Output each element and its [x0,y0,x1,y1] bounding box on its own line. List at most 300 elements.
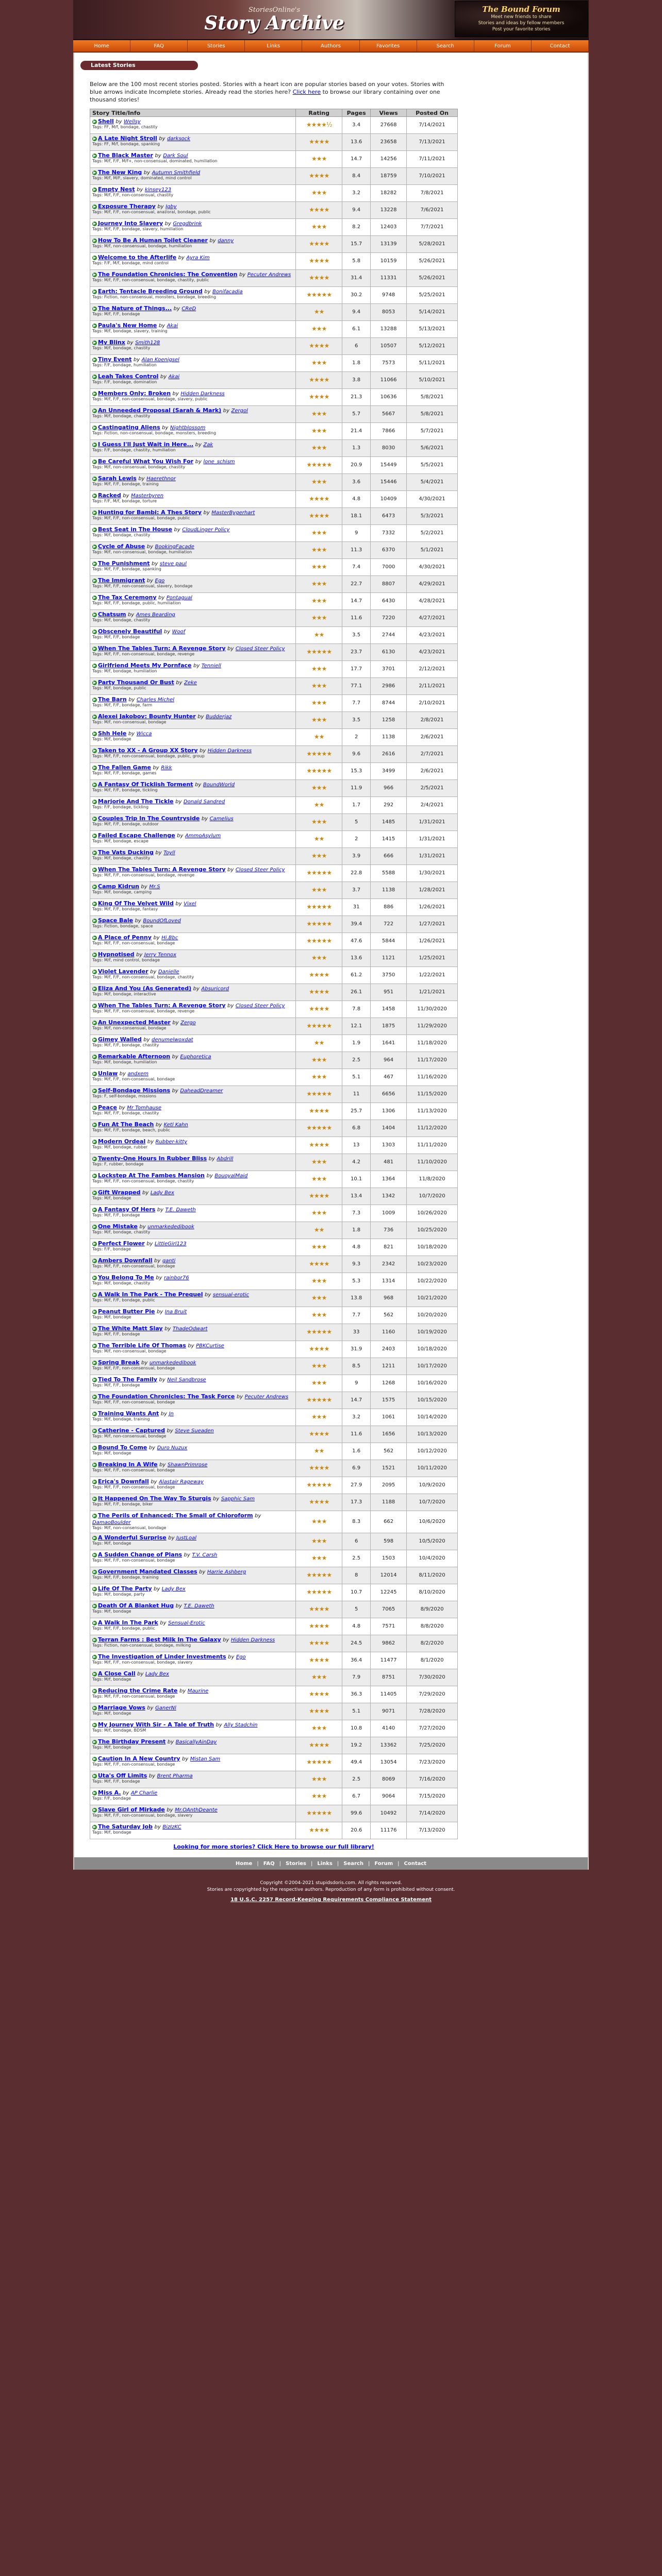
story-title-link[interactable]: Marriage Vows [98,1704,145,1711]
story-views: 2744 [371,627,407,644]
story-title-link[interactable]: Gift Wrapped [98,1189,141,1196]
table-row [90,1533,458,1550]
story-title-link[interactable]: Shell [98,118,114,125]
story-rating-stars: ★★★ [296,440,342,457]
browse-library-link[interactable]: Click here [292,89,321,95]
story-title-link[interactable]: A Walk In The Park - The Prequel [98,1291,203,1298]
story-title-link[interactable]: The Foundation Chronicles: The Task Force [98,1393,235,1400]
by-label: by [197,714,204,720]
author-link[interactable]: Lady Bex [145,1671,169,1677]
story-rating-stars: ★★★★ [296,389,342,406]
story-title-link[interactable]: A Wonderful Surprise [98,1534,167,1541]
new-story-icon: ▶ [93,1412,96,1416]
story-title-link[interactable]: Couples Trip In The Countryside [98,815,200,822]
author-link[interactable]: ShawnPrimrose [167,1462,208,1468]
story-info-cell [90,219,296,236]
story-title-link[interactable]: Breaking In A Wife [98,1461,158,1468]
author-link[interactable]: kinsey123 [144,187,172,193]
author-link[interactable]: Vixel [184,901,196,907]
story-title-link[interactable]: Self-Bondage Missions [98,1087,171,1094]
author-link[interactable]: Budderjaz [205,714,232,720]
new-story-icon: ▶ [93,1327,96,1331]
story-title-link[interactable]: Chatsum [98,611,126,618]
story-title-link[interactable]: Shh Hele [98,730,127,737]
nav-separator: | [368,1861,370,1867]
story-title-link[interactable]: Cycle of Abuse [98,543,145,550]
new-story-icon: ▶ [93,1536,96,1540]
story-title-link[interactable]: Taken to XX - A Group XX Story [98,747,198,754]
story-posted-date: 4/23/2021 [407,627,458,644]
story-pages: 2.5 [342,1052,371,1069]
author-link[interactable]: Pecuter Andrews [244,1394,289,1400]
author-link[interactable]: CloudLinger Policy [182,527,230,533]
story-pages: 11.9 [342,780,371,797]
story-title-link[interactable]: You Belong To Me [98,1274,154,1281]
bottom-nav-stories[interactable]: Stories [286,1861,306,1867]
story-posted-date: 8/1/2020 [407,1652,458,1669]
story-title-link[interactable]: The Saturday Job [98,1823,153,1830]
story-title-link[interactable]: The New King [98,169,142,176]
story-title-link[interactable]: When The Tables Turn: A Revenge Story [98,645,226,652]
story-title-link[interactable]: The Tax Ceremony [98,594,157,601]
story-title-link[interactable]: Catherine - Captured [98,1427,165,1434]
story-rating-stars: ★★★★ [296,1460,342,1477]
story-title-link[interactable]: A Fantasy Of Ticklish Torment [98,781,193,788]
author-link[interactable]: rainbor76 [163,1275,189,1281]
bottom-nav-home[interactable]: Home [235,1861,253,1867]
author-link[interactable]: T.V. Carsh [192,1552,218,1558]
nav-contact[interactable]: Contact [532,40,589,52]
story-title-link[interactable]: Welcome to the Afterlife [98,254,177,261]
author-link[interactable]: Igby [166,204,177,210]
story-title-link[interactable]: Lockstep At The Fambes Mansion [98,1172,205,1179]
by-label: by [255,1513,261,1519]
author-link[interactable]: Camelius [209,816,234,822]
author-link[interactable]: Closed Steer Policy [235,646,285,652]
bottom-nav-faq[interactable]: FAQ [263,1861,275,1867]
author-link[interactable]: Brent Pharma [157,1773,193,1779]
author-link[interactable]: Ayra Kim [186,255,210,261]
new-story-icon: ▶ [93,749,96,753]
author-link[interactable]: Sensual-Erotic [168,1620,205,1626]
story-title-link[interactable]: The Barn [98,696,127,703]
story-title-link[interactable]: I Guess I'll Just Wait in Here... [98,441,194,448]
story-title-link[interactable]: Slave Girl of Mirkade [98,1806,165,1813]
author-link[interactable]: Danielle [158,969,179,975]
story-title-link[interactable]: Members Only: Broken [98,390,171,397]
story-tags: Tags: M/f, F/F, bondage, tickling [92,788,158,792]
story-pages: 3.6 [342,474,371,491]
author-link[interactable]: Wicca [136,731,152,737]
bottom-nav-links[interactable]: Links [317,1861,333,1867]
by-label: by [203,510,210,516]
story-title-link[interactable]: Government Mandated Classes [98,1568,197,1575]
story-title-link[interactable]: Camp Kidrun [98,883,139,890]
story-title-link[interactable]: One Mistake [98,1223,138,1230]
nav-search[interactable]: Search [417,40,474,52]
author-link[interactable]: unmarkededibook [147,1224,194,1230]
new-story-icon: ▶ [93,1242,96,1246]
author-link[interactable]: Rikk [161,765,172,771]
author-link[interactable]: AmmoAsylum [185,833,221,839]
story-pages: 18.1 [342,508,371,525]
story-title-link[interactable]: A Sudden Change of Plans [98,1551,183,1558]
story-posted-date: 10/23/2020 [407,1256,458,1273]
bottom-nav-forum[interactable]: Forum [374,1861,393,1867]
author-link[interactable]: BizIzKC [162,1824,181,1830]
story-title-link[interactable]: Twenty-One Hours In Rubber Bliss [98,1155,207,1162]
story-pages: 22.8 [342,865,371,882]
story-title-link[interactable]: A Fantasy Of Hers [98,1206,156,1213]
author-link[interactable]: ganti [162,1258,176,1264]
story-pages: 30.2 [342,287,371,304]
story-pages: 24.5 [342,1635,371,1652]
main-content [73,53,589,1857]
nav-home[interactable]: Home [73,40,130,52]
author-link[interactable]: Euphoretica [180,1054,211,1060]
author-link[interactable]: BasicallyAinDay [175,1739,217,1745]
story-title-link[interactable]: Caution In A New Country [98,1755,180,1762]
author-link[interactable]: T.E. Daweth [165,1207,196,1213]
story-title-link[interactable]: An Unexpected Master [98,1019,171,1026]
author-link[interactable]: Akai [167,323,178,329]
author-link[interactable]: Mr.S [149,884,160,890]
table-row [90,1273,458,1290]
nav-faq[interactable]: FAQ [130,40,188,52]
author-link[interactable]: CReD [181,306,196,312]
story-title-link[interactable]: Hypnotised [98,951,135,958]
author-link[interactable]: Duro Nuzux [157,1445,188,1451]
author-link[interactable]: Masterbyren [131,493,164,499]
story-title-link[interactable]: It Happened On The Way To Sturgis [98,1495,211,1502]
author-link[interactable]: Donald Sandred [183,799,225,805]
nav-stories[interactable]: Stories [188,40,245,52]
story-title-link[interactable]: Terran Farms : Best Milk In The Galaxy [98,1636,221,1643]
story-title-link[interactable]: Space Bale [98,917,134,924]
story-title-link[interactable]: Racked [98,492,121,499]
nav-favorites[interactable]: Favorites [360,40,417,52]
story-title-link[interactable]: Training Wants Ant [98,1410,159,1417]
story-title-link[interactable]: Reducing the Crime Rate [98,1687,178,1694]
author-link[interactable]: Ego [155,578,165,584]
story-title-link[interactable]: When The Tables Turn: A Revenge Story [98,1002,226,1009]
story-title-link[interactable]: The Perils of Enhanced: The Small of Chloroform [98,1512,253,1519]
author-link[interactable]: Charles Michel [136,697,175,703]
story-posted-date: 5/26/2021 [407,270,458,287]
author-link[interactable]: GanerNl [155,1705,176,1711]
author-link[interactable]: unmarkededibook [149,1360,196,1366]
site-logo[interactable] [192,4,357,34]
story-rating-stars: ★★★ [296,185,342,202]
story-posted-date: 8/10/2020 [407,1584,458,1601]
author-link[interactable]: sensual-erotic [212,1292,250,1298]
story-title-link[interactable]: The Punishment [98,560,150,567]
author-link[interactable]: Tenniell [201,663,221,669]
author-link[interactable]: Woof [172,629,186,635]
table-row [90,1822,458,1839]
story-posted-date: 10/9/2020 [407,1477,458,1494]
story-title-link[interactable]: The Nature of Things... [98,305,172,312]
story-title-link[interactable]: Eliza And You (As Generated) [98,985,192,992]
story-title-link[interactable]: Miss A. [98,1789,121,1796]
author-link[interactable]: Gregdbrink [173,221,202,227]
author-link[interactable]: Jerry Tennox [144,952,176,958]
story-title-link[interactable]: Journey Into Slavery [98,220,163,227]
author-link[interactable]: Hidden Darkness [207,748,252,754]
nav-authors[interactable]: Authors [302,40,359,52]
story-pages: 11.3 [342,542,371,559]
story-title-link[interactable]: Empty Nest [98,186,135,193]
author-link[interactable]: DamaoBoulder [92,1520,131,1526]
story-title-link[interactable]: Paula's New Home [98,322,157,329]
story-title-link[interactable]: Erica's Downfall [98,1478,149,1485]
story-title-link[interactable]: Failed Escape Challenge [98,832,175,839]
author-link[interactable]: Bonifacadia [212,289,243,295]
intro-part-2: to browse our library containing over one thousand stories! [90,89,440,103]
author-link[interactable]: Ally Stadchin [224,1722,258,1728]
story-title-link[interactable]: Best Seat in The House [98,526,173,533]
story-views: 1404 [371,1120,407,1137]
author-link[interactable]: BouoyalMaid [214,1173,248,1179]
story-title-link[interactable]: Hunting for Bambi: A Thes Story [98,509,202,516]
story-pages: 9.3 [342,1256,371,1273]
author-link[interactable]: Hidden Darkness [180,391,225,397]
author-link[interactable]: steve paul [159,561,187,567]
author-link[interactable]: Smith128 [135,340,160,346]
author-link[interactable]: T.E. Daweth [184,1603,214,1609]
author-link[interactable]: Dark Soul [163,153,188,159]
story-posted-date: 1/31/2021 [407,831,458,848]
story-title-link[interactable]: Ambers Downfall [98,1257,153,1264]
story-title-link[interactable]: A Late Night Stroll [98,135,157,142]
author-link[interactable]: Pontagual [166,595,192,601]
author-link[interactable]: Lady Bex [150,1190,174,1196]
author-link[interactable]: JustLoal [176,1535,196,1541]
bottom-nav-search[interactable]: Search [343,1861,363,1867]
author-link[interactable]: Akai [168,374,180,380]
story-info-cell [90,1392,296,1409]
author-link[interactable]: Nightblossom [170,425,206,431]
author-link[interactable]: Closed Steer Policy [235,1003,285,1009]
table-row [90,780,458,797]
story-title-link[interactable]: The Birthday Present [98,1738,166,1745]
story-title-link[interactable]: Exposure Therapy [98,203,156,210]
story-title-link[interactable]: Obscenely Beautiful [98,628,162,635]
story-title-link[interactable]: Violet Lavender [98,968,148,975]
author-link[interactable]: AP Charlie [130,1790,158,1796]
author-link[interactable]: Maurine [187,1688,209,1694]
author-copyright-text: Stories are copyrighted by the respective authors. Reproduction of any form is prohibited without consent. [207,1887,455,1892]
story-title-link[interactable]: Peace [98,1104,117,1111]
author-link[interactable]: PBKCurtise [196,1343,224,1349]
author-link[interactable]: DaheadDreamer [180,1088,223,1094]
author-link[interactable]: BoundOfLoved [143,918,181,924]
story-title-link[interactable]: Bound To Come [98,1444,147,1451]
author-link[interactable]: Mr.OAnthDeante [175,1807,218,1813]
author-link[interactable]: Pecuter Andrews [247,272,291,278]
story-info-cell [90,1805,296,1822]
author-link[interactable]: Alan Koenigsel [141,357,179,363]
story-title-link[interactable]: Be Careful What You Wish For [98,458,194,465]
story-title-link[interactable]: When The Tables Turn: A Revenge Story [98,866,226,873]
story-info-cell [90,270,296,287]
author-link[interactable]: Ketl Kahn [163,1122,188,1128]
story-tags: Tags: M/f, F/F, non-consensual, bondage [92,1558,175,1563]
author-link[interactable]: darksock [167,136,191,142]
story-title-link[interactable]: A Walk In The Park [98,1619,158,1626]
author-link[interactable]: Zak [203,442,213,448]
story-title-link[interactable]: The Foundation Chronicles: The Convention [98,271,238,278]
author-link[interactable]: denumelwoxdat [152,1037,193,1043]
author-link[interactable]: Ina Bruit [164,1309,187,1315]
story-pages: 15.7 [342,236,371,253]
story-info-cell [90,117,296,134]
author-link[interactable]: Hi.Bbc [161,935,178,941]
author-link[interactable]: Neil Sandbrose [167,1377,206,1383]
story-tags: Tags: M/f, F/F, non-consensual, bondage, chastity, public [92,278,209,282]
story-info-cell [90,304,296,321]
forum-ad-banner[interactable] [455,1,588,37]
story-title-link[interactable]: The Terrible Life Of Thomas [98,1342,186,1349]
story-title-link[interactable]: The Investigation of Linder Investments [98,1653,226,1660]
nav-forum[interactable]: Forum [474,40,532,52]
story-title-link[interactable]: Fun At The Beach [98,1121,154,1128]
table-row [90,151,458,168]
story-title-link[interactable]: Sarah Lewis [98,475,137,482]
story-title-link[interactable]: Unlaw [98,1070,118,1077]
story-tags: Tags: M/f, bondage [92,737,131,741]
story-title-link[interactable]: Uta's Off Limits [98,1772,147,1779]
author-link[interactable]: Harrie Ashberg [207,1569,246,1575]
story-title-link[interactable]: Marjorie And The Tickle [98,798,174,805]
story-posted-date: 5/7/2021 [407,423,458,440]
new-story-icon: ▶ [93,1225,96,1229]
new-story-icon: ▶ [93,1004,96,1008]
story-title-link[interactable]: My Journey With Sir - A Tale of Truth [98,1721,214,1728]
author-link[interactable]: Closed Steer Policy [235,867,285,873]
by-label: by [119,1105,125,1111]
story-title-link[interactable]: Alexei Jakobov: Bounty Hunter [98,713,196,720]
nav-links[interactable]: Links [245,40,302,52]
story-tags: Tags: M/f, non-consensual, bondage [92,720,167,724]
story-info-cell [90,406,296,423]
story-title-link[interactable]: Spring Break [98,1359,140,1366]
story-views: 1160 [371,1324,407,1341]
by-label: by [175,1603,182,1609]
author-link[interactable]: Zergol [231,408,248,414]
story-posted-date: 7/14/2020 [407,1805,458,1822]
author-link[interactable]: danny [218,238,234,244]
story-title-link[interactable]: Girlfriend Meets My Pornface [98,662,192,669]
story-title-link[interactable]: Death Of A Blanket Hug [98,1602,174,1609]
story-title-link[interactable]: Perfect Flower [98,1240,145,1247]
story-info-cell [90,1239,296,1256]
story-title-link[interactable]: Gimey Walled [98,1036,142,1043]
story-title-link[interactable]: The Immigrant [98,577,145,584]
author-link[interactable]: Ames Bearding [136,612,175,618]
author-link[interactable]: Autumn Smithfield [152,170,201,176]
story-title-link[interactable]: An Unneeded Proposal (Sarah & Mark) [98,407,222,414]
author-link[interactable]: Wellsy [124,119,141,125]
author-link[interactable]: Haerethnor [146,476,176,482]
story-views: 15449 [371,457,407,474]
story-posted-date: 8/8/2020 [407,1618,458,1635]
author-link[interactable]: Jn [169,1411,174,1417]
story-rating-stars: ★★★ [296,695,342,712]
story-views: 736 [371,1222,407,1239]
author-link[interactable]: Ego [236,1654,246,1660]
author-link[interactable]: Steve Sueaden [175,1428,214,1434]
author-link[interactable]: Zeke [184,680,197,686]
author-link[interactable]: Lady Bex [161,1586,186,1592]
story-tags: Tags: M/f, bondage [92,1609,131,1614]
story-title-link[interactable]: Earth: Tentacle Breeding Ground [98,288,203,295]
author-link[interactable]: Alastair Rageway [159,1479,204,1485]
author-link[interactable]: Abdrill [217,1156,234,1162]
story-views: 1121 [371,950,407,967]
author-link[interactable]: lone_schism [203,459,235,465]
bottom-nav-contact[interactable]: Contact [404,1861,427,1867]
story-pages: 49.4 [342,1754,371,1771]
author-link[interactable]: ThadeOdwart [172,1326,208,1332]
story-title-link[interactable]: Tiny Event [98,356,132,363]
author-link[interactable]: BookingFacade [155,544,194,550]
table-row [90,117,458,134]
author-link[interactable]: Sapphic Sam [221,1496,255,1502]
story-pages: 9.4 [342,304,371,321]
compliance-statement-link[interactable]: 18 U.S.C. 2257 Record-Keeping Requirements Compliance Statement [230,1897,432,1903]
more-stories-link[interactable]: Looking for more stories? Click Here to browse our full library! [173,1843,374,1850]
by-label: by [148,1445,156,1451]
story-title-link[interactable]: Castingating Aliens [98,424,160,431]
author-link[interactable]: LittleGirl123 [154,1241,187,1247]
story-tags: Tags: FF, M/f, bondage, chastity [92,125,158,129]
author-link[interactable]: Hidden Darkness [230,1637,275,1643]
author-link[interactable]: Absuricord [201,986,229,992]
author-link[interactable]: Mr Tomhause [127,1105,162,1111]
story-title-link[interactable]: Remarkable Afternoon [98,1053,171,1060]
story-title-link[interactable]: Peanut Butter Pie [98,1308,155,1315]
story-title-link[interactable]: King Of The Velvet Wild [98,900,174,907]
story-title-link[interactable]: A Close Call [98,1670,136,1677]
story-title-link[interactable]: The Black Master [98,152,153,159]
story-title-link[interactable]: Party Thousand Or Bust [98,679,174,686]
new-story-icon: ▶ [93,1497,96,1501]
story-info-cell [90,1550,296,1567]
author-link[interactable]: Mistan Sam [190,1756,221,1762]
story-rating-stars: ★★ [296,1443,342,1460]
by-label: by [137,187,143,193]
author-link[interactable]: MasterBygerhart [211,510,255,516]
author-link[interactable]: Toyll [163,850,175,856]
story-title-link[interactable]: Life Of The Party [98,1585,152,1592]
story-title-link[interactable]: Tied To The Family [98,1376,157,1383]
story-views: 6370 [371,542,407,559]
story-title-link[interactable]: My Blinx [98,339,125,346]
author-link[interactable]: Zergo [180,1020,196,1026]
story-title-link[interactable]: Modern Ordeal [98,1138,146,1145]
story-title-link[interactable]: Leah Takes Control [98,373,159,380]
by-label: by [160,374,167,380]
story-title-link[interactable]: The Fallen Game [98,764,151,771]
story-title-link[interactable]: The White Matt Slay [98,1325,163,1332]
author-link[interactable]: Rubber-kitty [155,1139,188,1145]
story-title-link[interactable]: A Place of Penny [98,934,152,941]
story-title-link[interactable]: The Vats Ducking [98,849,154,856]
author-link[interactable]: BoundWorld [203,782,235,788]
story-title-link[interactable]: How To Be A Human Toilet Cleaner [98,237,208,244]
author-link[interactable]: andxem [127,1071,149,1077]
